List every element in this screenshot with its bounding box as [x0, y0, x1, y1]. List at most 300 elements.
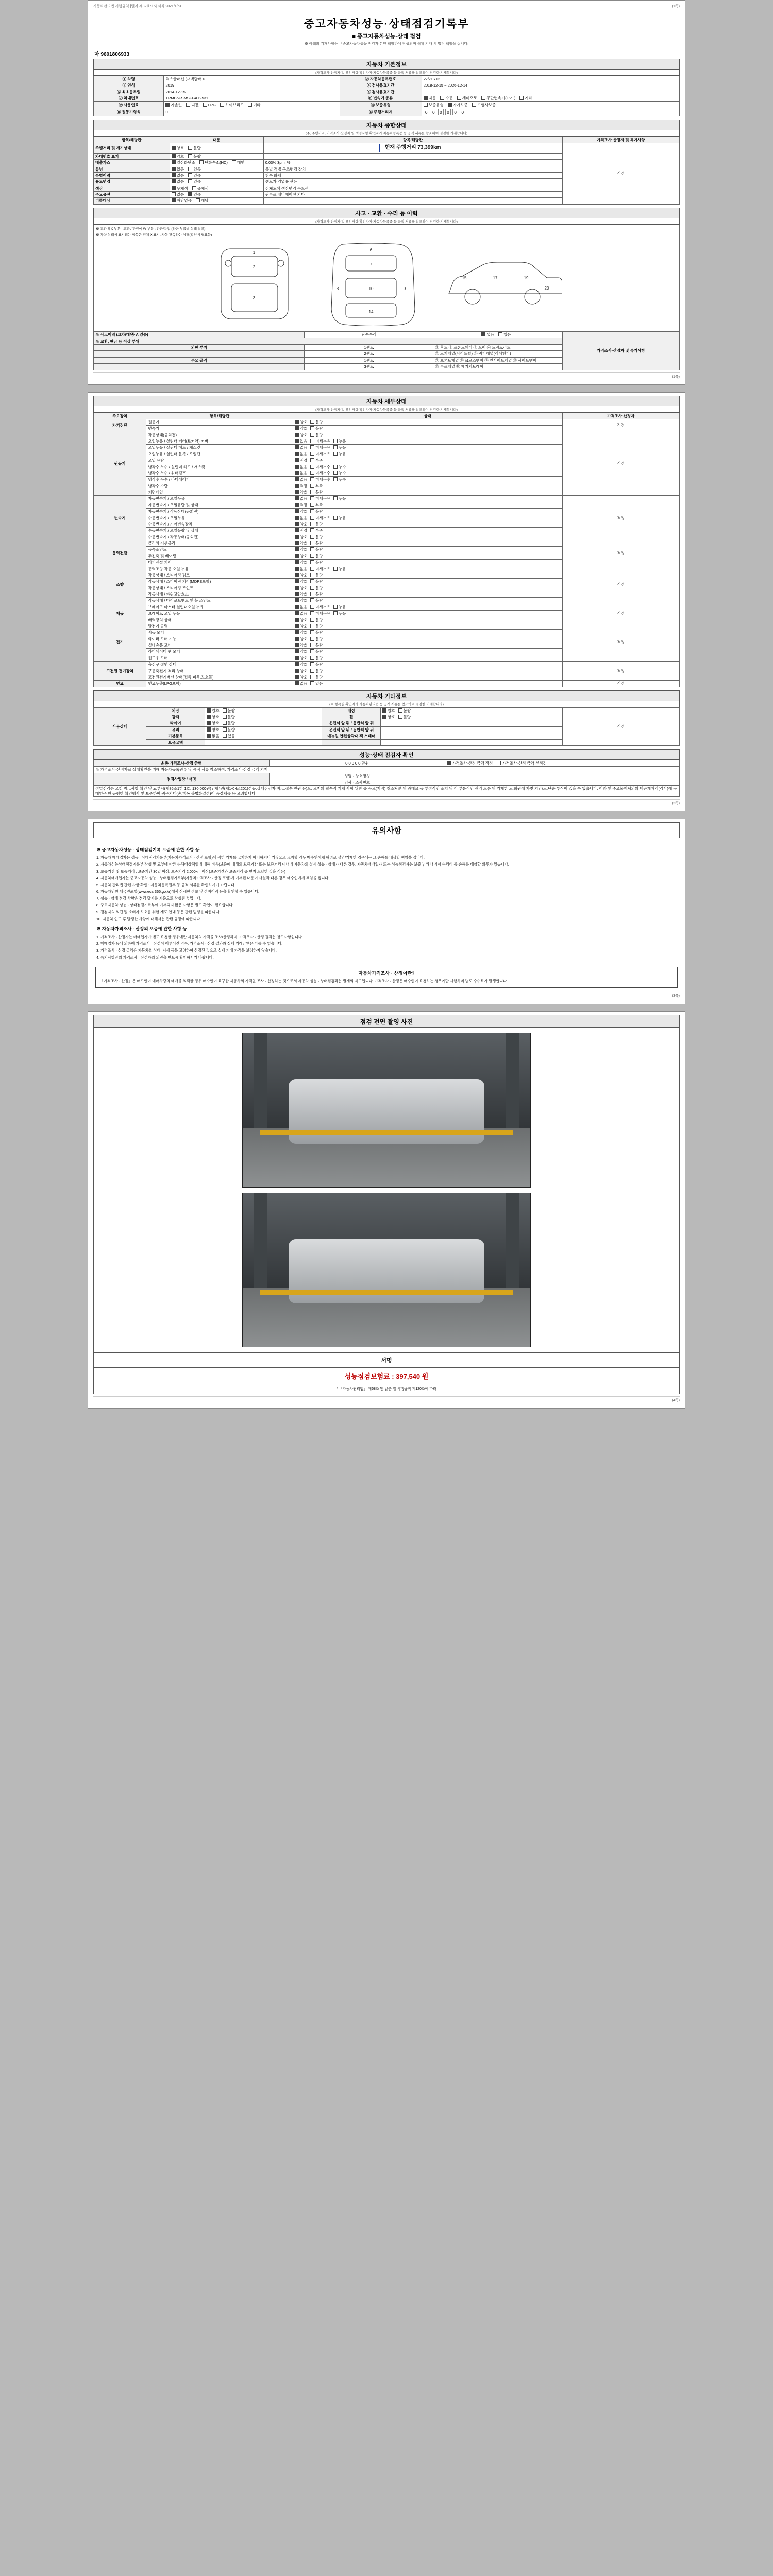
checkbox-none[interactable]: 없음 — [172, 173, 184, 178]
section-accident-note: (가격조사·산정자 및 책임사항 확인자가 자동차등록증 등 공적 서류를 참조하여 점검한 기재합니다) — [93, 218, 680, 225]
checkbox-option-1[interactable]: 불량 — [310, 592, 323, 597]
detail-item-label: 냉각수 누수 / 실린더 헤드 / 개스킷 — [146, 464, 293, 470]
section-confirm-title: 성능·상태 점검자 확인 — [93, 749, 680, 760]
svg-text:1: 1 — [253, 250, 256, 255]
checkbox-good[interactable]: 양호 — [207, 727, 220, 732]
checkbox-hybrid[interactable]: 하이브리드 — [220, 103, 244, 107]
other-item-label: 기본품목 — [146, 733, 205, 739]
checkbox-exists[interactable]: 있음 — [188, 192, 201, 197]
checkbox-option-2[interactable]: 누유 — [333, 439, 346, 444]
accident-options — [433, 332, 562, 338]
checkbox-warranty-type[interactable]: 보증유형 — [424, 103, 444, 107]
detail-item-label: 오일누유 / 실린더 블록 / 오일팬 — [146, 451, 293, 457]
photo-lift-arm — [260, 1130, 513, 1135]
detail-item-label: 원동기 — [146, 419, 293, 425]
checkbox-primary[interactable]: 없음 — [295, 477, 308, 482]
row-label: 리콜대상 — [94, 198, 170, 204]
table-row — [94, 767, 680, 773]
checkbox-primary[interactable]: 없음 — [295, 516, 308, 520]
checkbox-primary[interactable]: 양호 — [295, 554, 308, 558]
notice-body — [93, 841, 680, 962]
checkbox-insurer-warranty[interactable]: 보험사보증 — [472, 103, 496, 107]
checkbox-option-1[interactable]: 부족 — [310, 503, 323, 507]
svg-text:17: 17 — [493, 275, 498, 280]
other-item-label: 외장 — [146, 707, 205, 714]
other-item-options-2 — [381, 707, 562, 714]
notice-item: 2. 매매업자 등에 의하여 가격조사 · 산정이 이루어진 경우, 가격조사 · 산정 결과와 실제 거래금액은 다를 수 있습니다. — [96, 941, 283, 946]
detail-item-label: 작동상태(공회전) — [146, 432, 293, 438]
checkbox-option-1[interactable]: 미세누유 — [310, 496, 330, 501]
checkbox-self-warranty[interactable]: 자가보증 — [448, 103, 468, 107]
parts-group — [94, 364, 305, 370]
fee-legal-note: * 「자동차관리법」 제58조 및 같은 법 시행규칙 제120조에 따라 — [93, 1384, 680, 1394]
checkbox-bad[interactable]: 불량 — [223, 727, 236, 732]
row-label: 용도변경 — [94, 179, 170, 185]
svg-text:7: 7 — [369, 262, 373, 267]
detail-item-options — [293, 598, 562, 604]
detail-item-options — [293, 642, 562, 649]
checkbox-option-1[interactable]: 미세누수 — [310, 465, 330, 469]
checkbox-primary[interactable]: 없음 — [295, 611, 308, 616]
checkbox-option-1[interactable]: 불량 — [310, 522, 323, 527]
detail-item-options — [293, 604, 562, 610]
notice-item: 1. 가격조사 · 산정자는 매매업자가 별도 요청한 경우에만 자동차의 가격을 조사/산정하며, 가격조사 · 산정 결과는 참고사항입니다. — [96, 935, 303, 940]
price-confirm-table — [93, 760, 680, 797]
checkbox-option-2[interactable]: 누유 — [333, 452, 346, 456]
parts-rank: 3랭크 — [305, 364, 433, 370]
checkbox-bad[interactable]: 불량 — [223, 721, 236, 725]
checkbox-primary[interactable]: 양호 — [295, 522, 308, 527]
row-detail: 렌트카 영업용 관용 — [263, 179, 562, 185]
checkbox-option-1[interactable]: 부족 — [310, 458, 323, 463]
col-sub-item: 항목/해당칸 — [146, 413, 293, 419]
detail-rows-body — [94, 419, 680, 687]
checkbox-gasoline[interactable]: 가솔린 — [165, 103, 182, 107]
checkbox-bad[interactable]: 불량 — [223, 715, 236, 719]
checkbox-fuel-etc[interactable]: 기타 — [248, 103, 261, 107]
checkbox-option-1[interactable]: 불량 — [310, 669, 323, 673]
checkbox-smoke[interactable]: 매연 — [232, 160, 245, 165]
inspector-name-value[interactable] — [445, 773, 680, 779]
detail-item-options — [293, 451, 562, 457]
checkbox-bad[interactable]: 불량 — [188, 146, 201, 150]
checkbox-option-2[interactable]: 누수 — [333, 471, 346, 476]
section-basic-info-note: (가격조사·산정자 및 책임사항 확인자가 자동차등록증 등 공적 서류를 참조하여 점검한 기재합니다) — [93, 70, 680, 76]
checkbox-primary[interactable]: 양호 — [295, 509, 308, 514]
checkbox-primary[interactable]: 양호 — [295, 675, 308, 680]
device-group-label: 원동기 — [94, 432, 146, 496]
row-label: 배출가스 — [94, 160, 170, 166]
row-label: 주행거리 및 계기상태 — [94, 143, 170, 154]
checkbox-good[interactable]: 없음 — [207, 734, 220, 738]
checkbox-option-2[interactable]: 누유 — [333, 516, 346, 520]
checkbox-primary[interactable]: 양호 — [295, 656, 308, 660]
checkbox-hc[interactable]: 탄화수소(HC) — [199, 160, 228, 165]
checkbox-option-1[interactable]: 불량 — [310, 560, 323, 565]
table-row — [94, 89, 680, 95]
checkbox-option-1[interactable]: 미세누유 — [310, 452, 330, 456]
other-rows-body — [94, 707, 680, 745]
checkbox-not-applicable[interactable]: 해당없음 — [172, 198, 192, 203]
checkbox-exists[interactable]: 있음 — [188, 173, 201, 178]
checkbox-option-1[interactable]: 불량 — [310, 624, 323, 629]
detail-item-options — [293, 470, 562, 476]
detail-item-options — [293, 591, 562, 598]
checkbox-option-1[interactable]: 미세누수 — [310, 471, 330, 476]
detail-item-label: 고전원전기배선 상태(접촉,피복,보호물) — [146, 674, 293, 680]
parts-group: 외판 부위 — [94, 345, 305, 351]
checkbox-primary[interactable]: 없음 — [295, 445, 308, 450]
checkbox-price-proper[interactable]: 가격조사·산정 금액 적정 — [447, 761, 493, 766]
checkbox-option-1[interactable]: 불량 — [310, 649, 323, 654]
checkbox-option-1[interactable]: 불량 — [310, 656, 323, 660]
checkbox-chromatic[interactable]: 유채색 — [192, 186, 209, 191]
other-item-label-2: 내장 — [322, 707, 381, 714]
checkbox-primary[interactable]: 없음 — [295, 567, 308, 571]
detail-item-label: 작동상태 / 파워고압호스 — [146, 591, 293, 598]
checkbox-has-accident[interactable]: 있음 — [498, 332, 511, 337]
checkbox-option-2[interactable]: 누수 — [333, 465, 346, 469]
other-item-label: 유리 — [146, 726, 205, 733]
checkbox-primary[interactable]: 양호 — [295, 669, 308, 673]
page-number-top: (1쪽) — [671, 5, 680, 8]
checkbox-trans-etc[interactable]: 기타 — [519, 96, 532, 100]
field-label: ⑤ 최초등록일 — [94, 89, 164, 95]
page-number-bottom-2: (2쪽) — [93, 799, 680, 806]
checkbox-bad[interactable]: 있음 — [223, 734, 236, 738]
checkbox-option-1[interactable]: 불량 — [310, 579, 323, 584]
checkbox-primary[interactable]: 없음 — [295, 496, 308, 501]
checkbox-option-1[interactable]: 미세누유 — [310, 605, 330, 609]
parts-head: ※ 교환, 판금 등 이상 부위 — [94, 338, 563, 344]
checkbox-primary[interactable]: 양호 — [295, 490, 308, 495]
checkbox-option-2[interactable]: 누유 — [333, 496, 346, 501]
checkbox-good[interactable]: 양호 — [207, 715, 220, 719]
checkbox-primary[interactable]: 양호 — [295, 579, 308, 584]
row-detail: 침수 화재 — [263, 172, 562, 178]
checkbox-primary[interactable]: 양호 — [295, 586, 308, 590]
detail-item-options — [293, 540, 562, 547]
checkbox-option-1[interactable]: 불량 — [310, 433, 323, 437]
photo-section-title: 점검 전면 촬영 사진 — [93, 1015, 680, 1028]
checkbox-primary[interactable]: 없음 — [295, 681, 308, 686]
checkbox-auto[interactable]: 자동 — [424, 96, 436, 100]
checkbox-option-1[interactable]: 불량 — [310, 643, 323, 648]
checkbox-primary[interactable]: 없음 — [295, 471, 308, 476]
checkbox-option-1[interactable]: 불량 — [310, 490, 323, 495]
field-label: ⑥ 검사유효기간 — [340, 89, 422, 95]
checkbox-primary[interactable]: 양호 — [295, 630, 308, 635]
row-options — [170, 143, 263, 154]
svg-text:19: 19 — [524, 275, 529, 280]
basic-info-table — [93, 76, 680, 116]
detail-item-options — [293, 617, 562, 623]
inspector-number-value[interactable] — [445, 779, 680, 786]
page-subnote: ※ 아래의 기재사항은 「중고자동차성능 점검자 본인 책임하에 작성되며 허위 기재 시 법적 책임을 집니다. — [304, 42, 469, 46]
checkbox-option-1[interactable]: 있음 — [310, 681, 323, 686]
svg-text:20: 20 — [544, 285, 549, 291]
checkbox-primary[interactable]: 없음 — [295, 465, 308, 469]
checkbox-good[interactable]: 양호 — [207, 708, 220, 713]
checkbox-none[interactable]: 없음 — [172, 192, 184, 197]
checkbox-primary[interactable]: 적정 — [295, 458, 308, 463]
car-front-view-svg — [211, 243, 298, 325]
detail-item-options — [293, 477, 562, 483]
checkbox-primary[interactable]: 적정 — [295, 484, 308, 488]
checkbox-co[interactable]: 일산화탄소 — [172, 160, 195, 165]
checkbox-option-1[interactable]: 미세누유 — [310, 445, 330, 450]
checkbox-semi-auto[interactable]: 세미오토 — [457, 96, 477, 100]
detail-item-label: 오일누유 / 실린더 헤드 / 개스킷 — [146, 445, 293, 451]
checkbox-option-2[interactable]: 누수 — [333, 477, 346, 482]
table-row — [94, 707, 680, 714]
checkbox-option-1[interactable]: 불량 — [310, 618, 323, 622]
checkbox-primary[interactable]: 양호 — [295, 643, 308, 648]
other-item-options-2 — [381, 720, 562, 726]
svg-text:2: 2 — [253, 264, 256, 269]
checkbox-none[interactable]: 없음 — [172, 179, 184, 184]
checkbox-good[interactable]: 양호 — [172, 154, 184, 159]
checkbox-option-1[interactable]: 부족 — [310, 528, 323, 533]
checkbox-good[interactable]: 양호 — [382, 708, 395, 713]
table-header-row — [94, 137, 680, 143]
detail-item-label: 냉각수 수량 — [146, 483, 293, 489]
checkbox-primary[interactable]: 양호 — [295, 560, 308, 565]
page-header-strip — [93, 4, 680, 10]
checkbox-option-1[interactable]: 불량 — [310, 675, 323, 680]
final-price-label: 최종 가격조사·산정 금액 — [94, 760, 270, 766]
checkbox-option-1[interactable]: 불량 — [310, 554, 323, 558]
checkbox-primary[interactable]: 없음 — [295, 605, 308, 609]
checkbox-primary[interactable]: 양호 — [295, 426, 308, 431]
detail-item-label: 등속조인트 — [146, 547, 293, 553]
page-1 — [88, 0, 685, 385]
checkbox-option-1[interactable]: 미세누유 — [310, 567, 330, 571]
field-label: ④ 검사유효기간 — [340, 82, 422, 89]
checkbox-primary[interactable]: 양호 — [295, 637, 308, 641]
field-value: 2014-12-15 — [164, 89, 340, 95]
checkbox-option-1[interactable]: 불량 — [310, 586, 323, 590]
checkbox-option-2[interactable]: 누유 — [333, 567, 346, 571]
page-2 — [88, 392, 685, 812]
checkbox-achromatic[interactable]: 무채색 — [172, 186, 188, 191]
odometer-digit: 0 — [460, 109, 465, 115]
checkbox-primary[interactable]: 양호 — [295, 573, 308, 578]
inspector-name-label: 성명 · 상호명칭 — [270, 773, 445, 779]
checkbox-good[interactable]: 양호 — [207, 721, 220, 725]
accident-remark: 가격조사·산정자 및 특기사항 — [562, 332, 679, 370]
checkbox-option-1[interactable]: 부족 — [310, 484, 323, 488]
row-detail: 썬루프 내비게이션 기타 — [263, 192, 562, 198]
checkbox-option-2[interactable]: 누유 — [333, 611, 346, 616]
detail-item-label: 브레이크 오일 누유 — [146, 611, 293, 617]
checkbox-option-1[interactable]: 미세누유 — [310, 611, 330, 616]
price-definition-text: 「가격조사 · 산정」은 매도인이 매매차량의 매매를 의뢰한 경우 매수인이 요구한 자동차의 가격을 조사 · 산정하는 것으로서 자동차 성능 · 상태점검과는 별개의 제도입니다. 가격조사 · 산정은 매수인이 요청하는 경우에만 시행하며 별도 수수료가 발생합니다. — [100, 979, 508, 984]
assessor-remark: 적정 — [562, 662, 679, 681]
parts-rank: 1랭크 — [305, 345, 433, 351]
table-row — [94, 623, 680, 629]
svg-text:8: 8 — [336, 286, 339, 292]
checkbox-exists[interactable]: 있음 — [188, 179, 201, 184]
other-item-label-2: 운전석 앞 뒤 / 동반석 앞 뒤 — [322, 726, 381, 733]
checkbox-primary[interactable]: 양호 — [295, 624, 308, 629]
form-reference: 자동차관리법 시행규칙 [별지 제82호의5] 서식 2021/1/5> — [93, 5, 182, 8]
notice-title: 유의사항 — [93, 822, 680, 838]
device-group-label: 제동 — [94, 604, 146, 623]
page-number-bottom-3: (3쪽) — [93, 992, 680, 998]
checkbox-option-1[interactable]: 불량 — [310, 547, 323, 552]
odometer-digit: 0 — [452, 109, 458, 115]
checkbox-option-1[interactable]: 불량 — [310, 420, 323, 425]
checkbox-primary[interactable]: 양호 — [295, 541, 308, 546]
other-item-options-2 — [381, 739, 562, 745]
notice-heading-1: ※ 중고자동차성능 · 상태점검기록 보증에 관한 사항 등 — [96, 847, 200, 853]
row-options — [170, 166, 263, 172]
table-row — [94, 95, 680, 101]
checkbox-primary[interactable]: 양호 — [295, 547, 308, 552]
checkbox-primary[interactable]: 없음 — [295, 452, 308, 456]
inspection-photo-front — [242, 1033, 531, 1188]
parts-text: ⑮ 루프패널 ⑯ 패키지트레이 — [433, 364, 562, 370]
checkbox-exists[interactable]: 있음 — [188, 167, 201, 172]
checkbox-option-1[interactable]: 불량 — [310, 662, 323, 667]
svg-text:9: 9 — [403, 286, 406, 292]
checkbox-primary[interactable]: 적정 — [295, 528, 308, 533]
price-definition-box — [95, 967, 678, 988]
detail-item-options — [293, 432, 562, 438]
detail-item-options — [293, 489, 562, 496]
checkbox-option-1[interactable]: 불량 — [310, 426, 323, 431]
notice-item: 10. 자동차 인도 후 발생한 사항에 대해서는 관련 규정에 따릅니다. — [96, 916, 201, 921]
detail-item-label: 수동변속기 / 오일누유 — [146, 515, 293, 521]
checkbox-primary[interactable]: 양호 — [295, 535, 308, 539]
checkbox-option-1[interactable]: 미세누수 — [310, 477, 330, 482]
table-row — [94, 332, 680, 338]
checkbox-option-1[interactable]: 불량 — [310, 535, 323, 539]
table-row — [94, 760, 680, 766]
checkbox-cvt[interactable]: 무단변속기(CVT) — [481, 96, 515, 100]
table-row — [94, 773, 680, 779]
checkbox-bad[interactable]: 불량 — [398, 708, 411, 713]
checkbox-primary[interactable]: 없음 — [295, 439, 308, 444]
checkbox-option-1[interactable]: 불량 — [310, 509, 323, 514]
detail-item-label: 와이퍼 모터 기능 — [146, 636, 293, 642]
checkbox-no-accident[interactable]: 없음 — [481, 332, 494, 337]
diagram-legend-1: ※ 교환에 X 부분 : 교환 / 판금에 W 부분 : 판금/용접 (하단 부품별 상태 참조) — [96, 227, 206, 231]
checkbox-diesel[interactable]: 디젤 — [186, 103, 199, 107]
checkbox-option-2[interactable]: 누유 — [333, 445, 346, 450]
svg-text:15: 15 — [462, 275, 467, 280]
detail-item-label: 오일 유량 — [146, 457, 293, 464]
signature-row[interactable]: 서명 — [93, 1353, 680, 1368]
checkbox-applicable[interactable]: 해당 — [196, 198, 209, 203]
checkbox-good[interactable]: 양호 — [382, 715, 395, 719]
checkbox-bad[interactable]: 불량 — [223, 708, 236, 713]
assessor-remark: 적정 — [562, 432, 679, 496]
field-label: ⑩ 보증유형 — [340, 101, 422, 108]
field-label: ③ 연식 — [94, 82, 164, 89]
detail-item-options — [293, 636, 562, 642]
detail-item-options — [293, 509, 562, 515]
row-detail — [263, 143, 562, 154]
checkbox-primary[interactable]: 적정 — [295, 503, 308, 507]
other-item-options — [205, 739, 322, 745]
notice-item: 3. 보증기간 및 보증거리 : 보증기간 30일 이상, 보증거리 2,000km 이상(보증기간과 보증거리 중 먼저 도달한 것을 적용) — [96, 869, 285, 874]
checkbox-primary[interactable]: 양호 — [295, 662, 308, 667]
checkbox-bad[interactable]: 불량 — [398, 715, 411, 719]
detail-item-options — [293, 655, 562, 661]
checkbox-price-improper[interactable]: 가격조사·산정 금액 부적정 — [497, 761, 546, 766]
checkbox-none[interactable]: 없음 — [172, 167, 184, 172]
checkbox-option-1[interactable]: 미세누유 — [310, 439, 330, 444]
detail-item-options — [293, 662, 562, 668]
device-group-label: 변속기 — [94, 496, 146, 540]
device-group-label: 조향 — [94, 566, 146, 604]
inspector-number-label: 검사 · 조사번호 — [270, 779, 445, 786]
row-label: 주요옵션 — [94, 192, 170, 198]
checkbox-primary[interactable]: 양호 — [295, 592, 308, 597]
detail-item-label: 라디에이터 팬 모터 — [146, 649, 293, 655]
notice-item: 4. 자동차매매업자는 중고자동차 성능 · 상태점검기록부(자동차가격조사 · 산정 포함)에 기재된 내용이 사실과 다른 경우 매수인에게 책임을 집니다. — [96, 875, 330, 880]
row-detail — [263, 153, 562, 159]
row-detail — [263, 198, 562, 204]
checkbox-option-1[interactable]: 불량 — [310, 598, 323, 603]
checkbox-manual[interactable]: 수동 — [440, 96, 453, 100]
page-number-bottom-4: (4쪽) — [93, 1396, 680, 1403]
checkbox-option-1[interactable]: 불량 — [310, 630, 323, 635]
field-value: 2018-12-15 ~ 2026-12-14 — [422, 82, 679, 89]
section-other-note: (※ 항목별 확인자가 자동차관리법 등 공적 서류를 참조하여 점검한 기재합니다) — [93, 701, 680, 707]
inspection-photo-underbody — [242, 1193, 531, 1347]
checkbox-good[interactable]: 양호 — [172, 146, 184, 150]
detail-item-options — [293, 649, 562, 655]
detail-item-options — [293, 566, 562, 572]
field-value: 2019 — [164, 82, 340, 89]
col-state: 상태 — [293, 413, 562, 419]
page-3 — [88, 819, 685, 1004]
section-accident-title: 사고 · 교환 · 수리 등 이력 — [93, 208, 680, 218]
table-row — [94, 566, 680, 572]
checkbox-lpg[interactable]: LPG — [203, 103, 216, 107]
checkbox-option-1[interactable]: 미세누유 — [310, 516, 330, 520]
checkbox-option-1[interactable]: 불량 — [310, 541, 323, 546]
price-check-options — [445, 760, 680, 766]
checkbox-bad[interactable]: 불량 — [188, 154, 201, 159]
car-side-view-svg — [444, 256, 562, 312]
checkbox-primary[interactable]: 양호 — [295, 420, 308, 425]
checkbox-option-2[interactable]: 누유 — [333, 605, 346, 609]
detail-item-label: 연료누출(LPG포함) — [146, 681, 293, 687]
col-item: 항목/해당칸 — [94, 137, 170, 143]
field-value: 0 — [164, 108, 340, 116]
svg-text:14: 14 — [368, 310, 374, 315]
svg-text:3: 3 — [253, 295, 256, 300]
checkbox-primary[interactable]: 양호 — [295, 598, 308, 603]
fuel-options — [164, 101, 340, 108]
checkbox-primary[interactable]: 양호 — [295, 649, 308, 654]
field-value: 딕스클래신 (새벽담배 > — [164, 76, 340, 82]
row-detail: 0.03% 3pm. % — [263, 160, 562, 166]
assessor-remark: 적정 — [562, 566, 679, 604]
detail-item-options — [293, 496, 562, 502]
checkbox-primary[interactable]: 양호 — [295, 618, 308, 622]
remark-cell: 적정 — [562, 143, 679, 205]
checkbox-option-1[interactable]: 불량 — [310, 573, 323, 578]
checkbox-primary[interactable]: 양호 — [295, 433, 308, 437]
field-label: ⑦ 차대번호 — [94, 95, 164, 101]
detail-item-label: 작동상태 / 스티어링 조인트 — [146, 585, 293, 591]
checkbox-option-1[interactable]: 불량 — [310, 637, 323, 641]
